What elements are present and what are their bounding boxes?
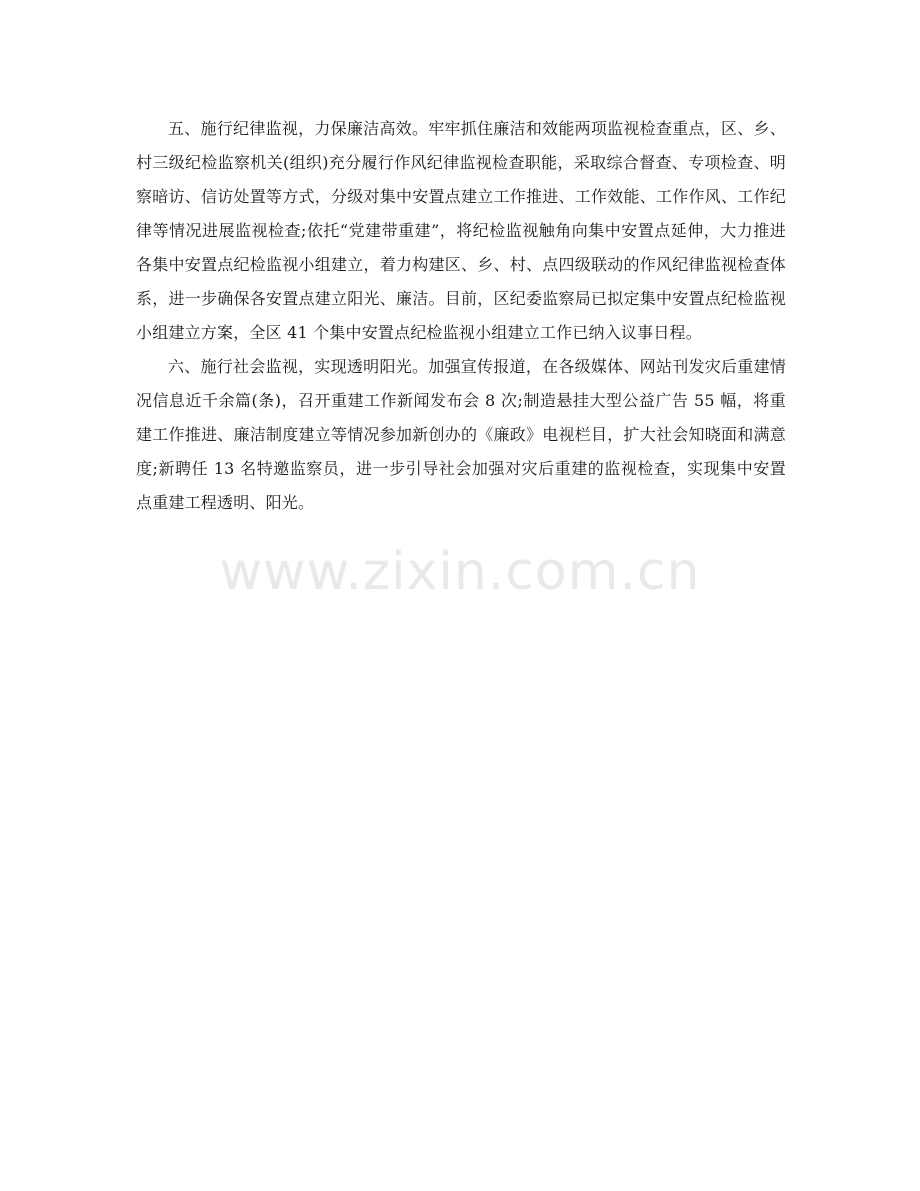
paragraph-social-supervision: 六、施行社会监视，实现透明阳光。加强宣传报道，在各级媒体、网站刊发灾后重建情况信息近千余篇(条)，召开重建工作新闻发布会 8 次;制造悬挂大型公益广告 55 幅，将重建工作推进、廉洁制度建立等情况参加新创办的《廉政》电视栏目，扩大社会知晓面和满意度;新聘任 13 名特邀监察员，进一步引导社会加强对灾后重建的监视检查，实现集中安置点重建工程透明、阳光。 — [136, 357, 786, 512]
watermark-text: www.zixin.com.cn — [219, 542, 701, 602]
document-body — [136, 112, 786, 520]
paragraph-discipline-supervision: 五、施行纪律监视，力保廉洁高效。牢牢抓住廉洁和效能两项监视检查重点，区、乡、村三级纪检监察机关(组织)充分履行作风纪律监视检查职能，采取综合督查、专项检查、明察暗访、信访处置等方式，分级对集中安置点建立工作推进、工作效能、工作作风、工作纪律等情况进展监视检查;依托“党建带重建”，将纪检监视触角向集中安置点延伸，大力推进各集中安置点纪检监视小组建立，着力构建区、乡、村、点四级联动的作风纪律监视检查体系，进一步确保各安置点建立阳光、廉洁。目前，区纪委监察局已拟定集中安置点纪检监视小组建立方案，全区 41 个集中安置点纪检监视小组建立工作已纳入议事日程。 — [136, 119, 786, 342]
